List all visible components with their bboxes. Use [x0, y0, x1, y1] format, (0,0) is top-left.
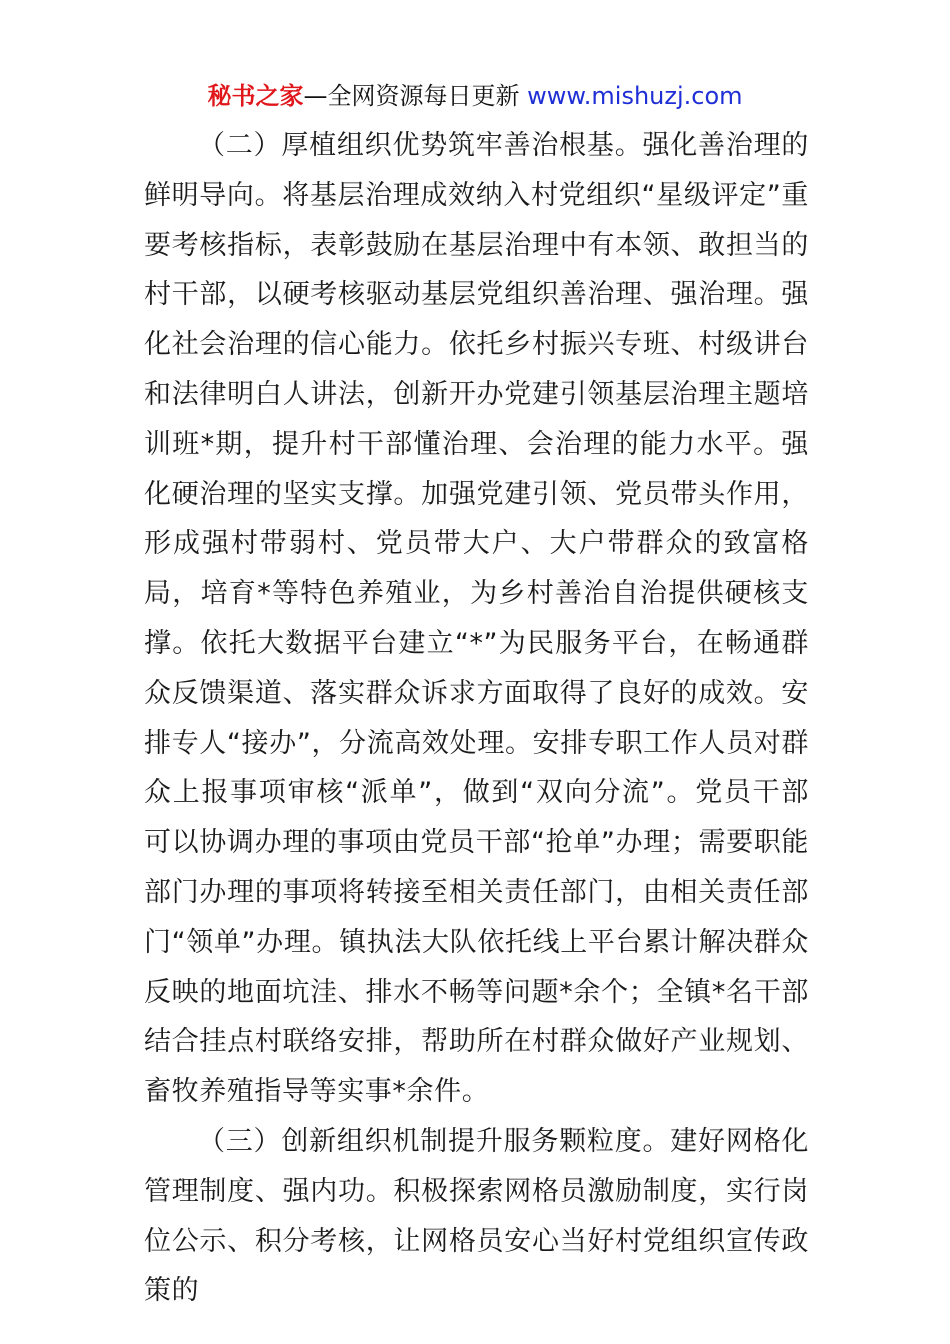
paragraph-section-two: （二）厚植组织优势筑牢善治根基。强化善治理的鲜明导向。将基层治理成效纳入村党组织“星级评定”重要考核指标，表彰鼓励在基层治理中有本领、敢担当的村干部，以硬考核驱动基层党组织善治理、强治理。强化社会治理的信心能力。依托乡村振兴专班、村级讲台和法律明白人讲法，创新开办党建引领基层治理主题培训班*期，提升村干部懂治理、会治理的能力水平。强化硬治理的坚实支撑。加强党建引领、党员带头作用，形成强村带弱村、党员带大户、大户带群众的致富格局，培育*等特色养殖业，为乡村善治自治提供硬核支撑。依托大数据平台建立“*”为民服务平台，在畅通群众反馈渠道、落实群众诉求方面取得了良好的成效。安排专人“接办”，分流高效处理。安排专职工作人员对群众上报事项审核“派单”，做到“双向分流”。党员干部可以协调办理的事项由党员干部“抢单”办理；需要职能部门办理的事项将转接至相关责任部门，由相关责任部门“领单”办理。镇执法大队依托线上平台累计解决群众反映的地面坑洼、排水不畅等问题*余个；全镇*名干部结合挂点村联络安排，帮助所在村群众做好产业规划、畜牧养殖指导等实事*余件。 [144, 130, 809, 1108]
document-body [144, 121, 809, 1316]
site-url-link[interactable]: www.mishuzj.com [527, 82, 743, 110]
header-tagline: —全网资源每日更新 [303, 82, 520, 110]
site-header [0, 80, 950, 112]
paragraph-section-three: （三）创新组织机制提升服务颗粒度。建好网格化管理制度、强内功。积极探索网格员激励制度，实行岗位公示、积分考核，让网格员安心当好村党组织宣传政策的 [144, 1125, 809, 1307]
brand-name: 秘书之家 [207, 82, 304, 110]
